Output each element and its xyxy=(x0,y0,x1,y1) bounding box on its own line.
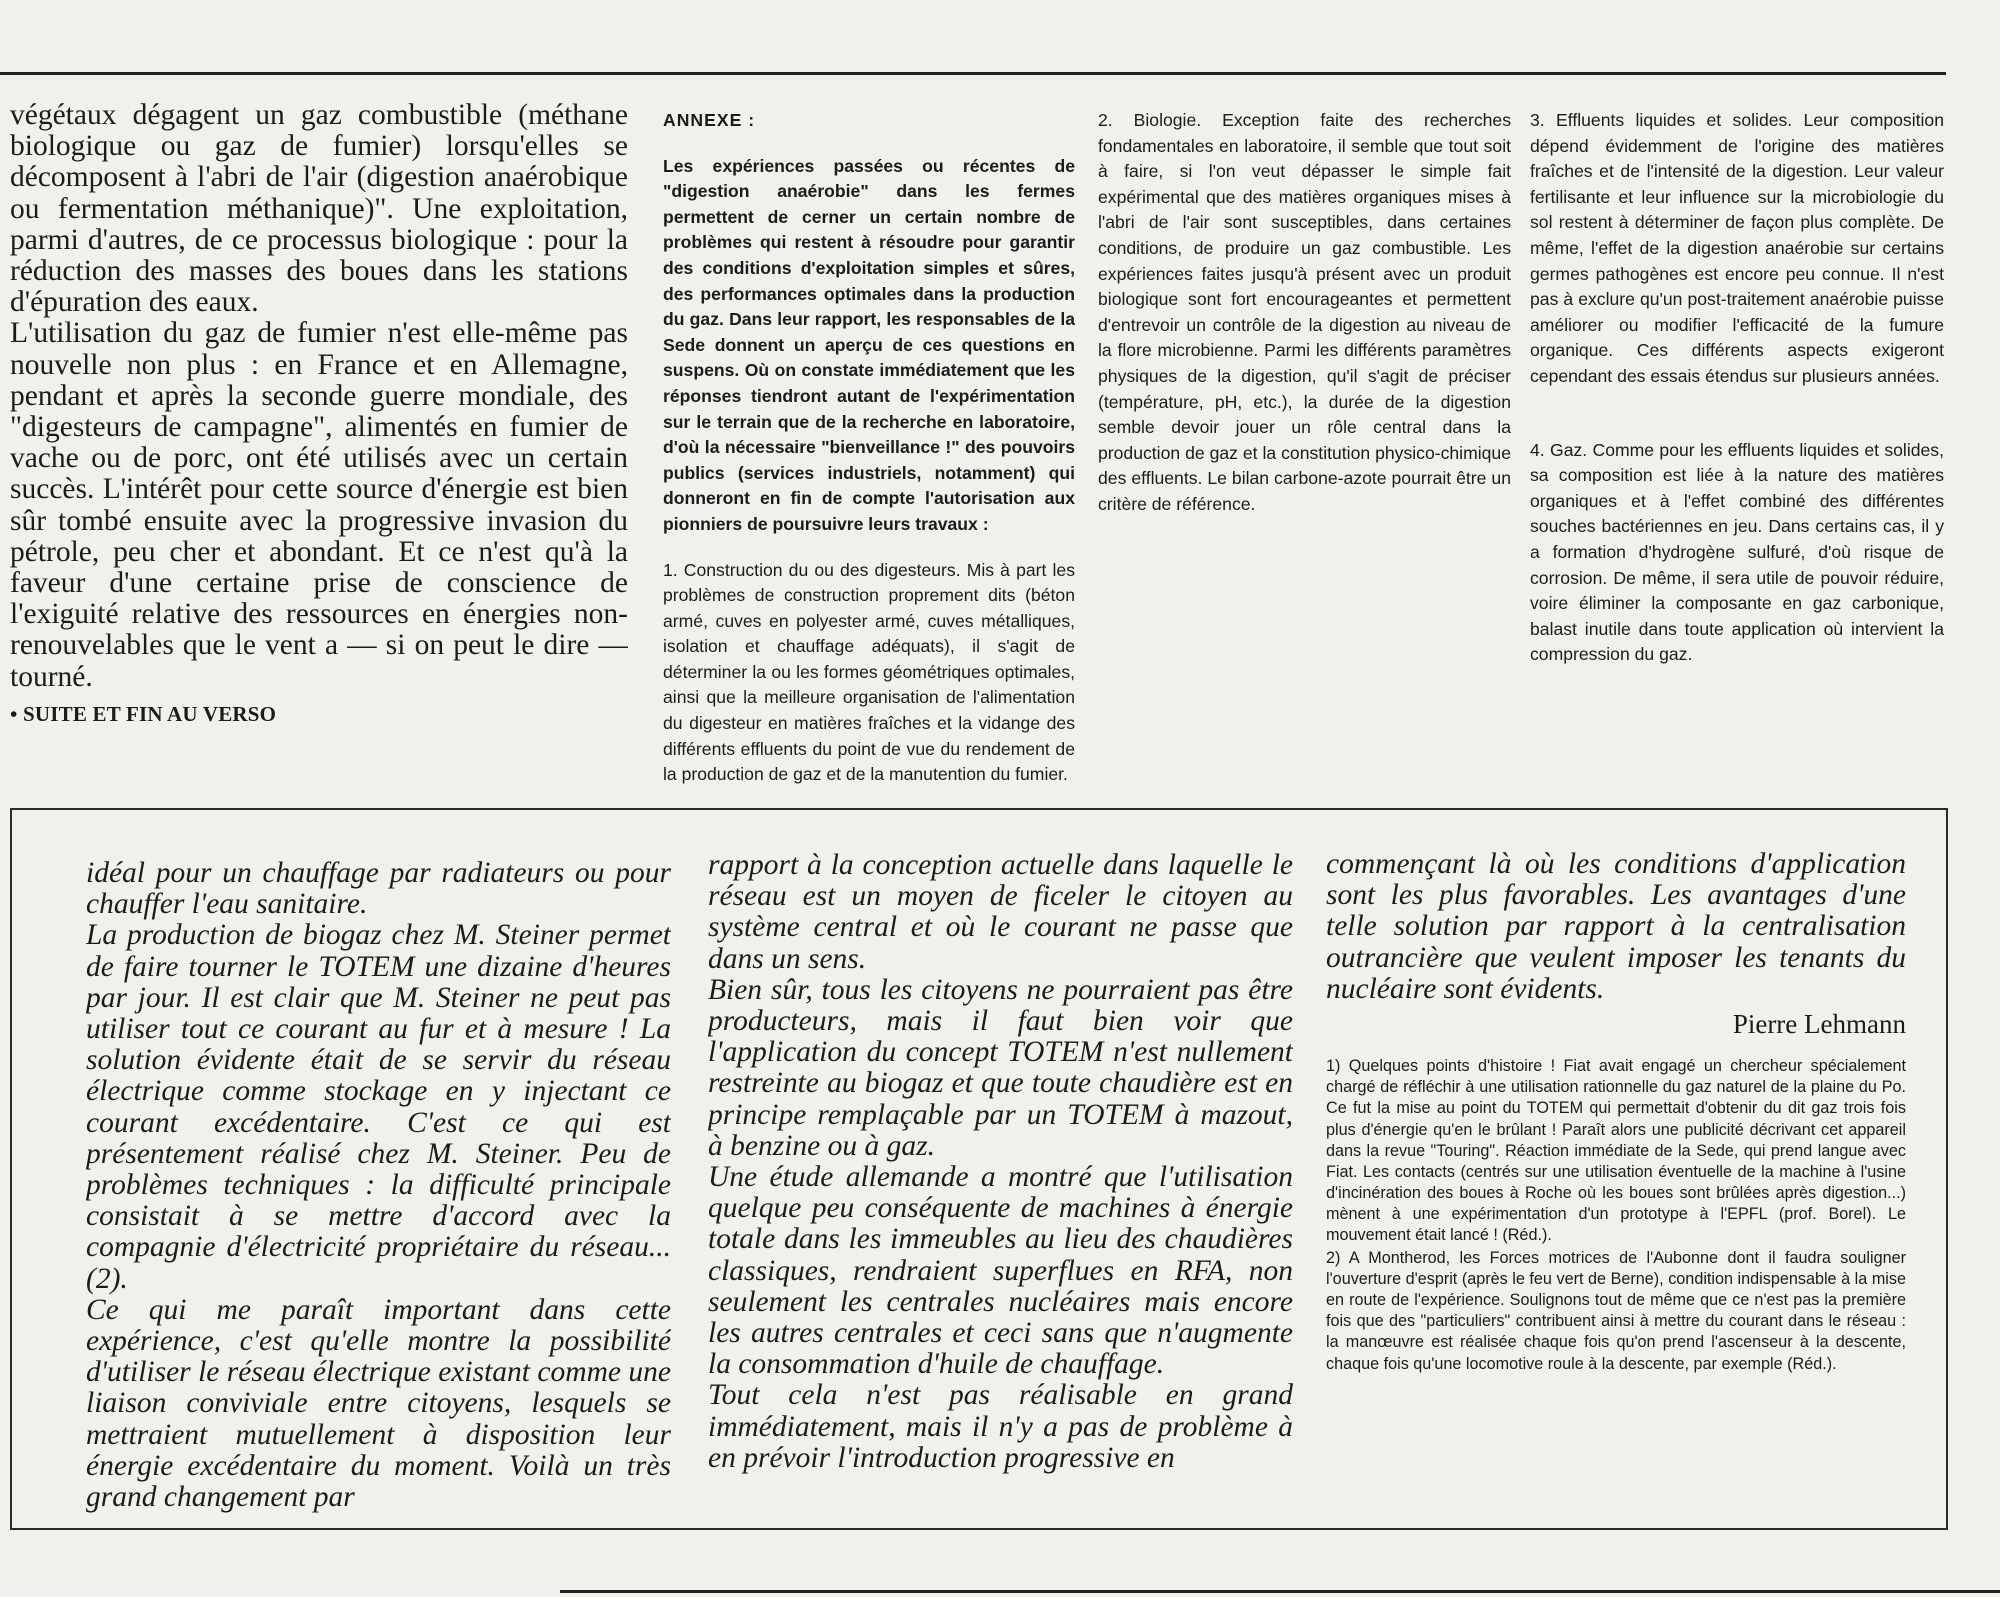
annexe-column-3 xyxy=(1530,108,1944,798)
author-signature: Pierre Lehmann xyxy=(1732,1009,1906,1040)
lower-paragraph: rapport à la conception actuelle dans laquelle le réseau est un moyen de ficeler le citoyen au système central et où le courant ne passe que dans un sens. xyxy=(708,850,1293,975)
annexe-item-3: 3. Effluents liquides et solides. Leur composition dépend évidemment de l'origine des matières fraîches et de l'intensité de la digestion. Leur valeur fertilisante et leur influence sur la microbiologie du sol restent à déterminer de façon plus complète. De même, l'effet de la digestion anaérobie sur certains germes pathogènes est encore peu connue. Il n'est pas à exclure qu'un post-traitement anaérobie puisse améliorer ou modifier l'efficacité de la fumure organique. Ces différents aspects exigeront cependant des essais étendus sur plusieurs années. xyxy=(1530,110,1944,386)
lower-paragraph: idéal pour un chauffage par radiateurs ou pour chauffer l'eau sanitaire. xyxy=(86,858,671,921)
annexe-item-2: 2. Biologie. Exception faite des recherches fondamentales en laboratoire, il semble que tout soit à faire, si l'on veut dépasser le simple fait expérimental que des matières organiques mises à l'abri de l'air sont susceptibles, dans certaines conditions, de produire un gaz combustible. Les expériences faites jusqu'à présent avec un produit biologique sont fort encourageantes et permettent d'entrevoir un contrôle de la digestion au niveau de la flore microbienne. Parmi les différents paramètres physiques de la digestion, qu'il s'agit de préciser (température, pH, etc.), la durée de la digestion semble devoir jouer un rôle central dans la production de gaz et la constitution physico-chimique des effluents. Le bilan carbone-azote pourrait être un critère de référence. xyxy=(1098,110,1511,514)
lower-column-1 xyxy=(86,858,671,1518)
annexe-item-4: 4. Gaz. Comme pour les effluents liquides et solides, sa composition est liée à la nature des matières organiques et à l'effet combiné des différentes souches bactériennes en jeu. Dans certains cas, il y a formation d'hydrogène sulfuré, d'où risque de corrosion. De même, il sera utile de pouvoir réduire, voire éliminer la composante en gaz carbonique, balast inutile dans toute application où intervient la compression du gaz. xyxy=(1530,439,1944,665)
footnote-1: 1) Quelques points d'histoire ! Fiat avait engagé un chercheur spécialement chargé de réfléchir à une utilisation rationnelle du gaz naturel de la plaine du Po. Ce fut la mise au point du TOTEM qui permettait d'obtenir du dit gaz trois fois plus d'énergie qu'en le brûlant ! Paraît alors une publicité décrivant cet appareil dans la revue "Touring". Réaction immédiate de la Sede, qui prend langue avec Fiat. Les contacts (centrés sur une utilisation éventuelle de la machine à l'usine d'incinération des boues à Roche où les boues sont brûlées après digestion...) mènent à une expérimentation d'un prototype à l'EPFL (prof. Borel). Le mouvement était lancé ! (Réd.). xyxy=(1326,1057,1906,1244)
annexe-column-2 xyxy=(1098,108,1511,798)
lower-paragraph: Tout cela n'est pas réalisable en grand immédiatement, mais il n'y a pas de problème à en prévoir l'introduction progressive en xyxy=(708,1379,1293,1474)
lower-paragraph: commençant là où les conditions d'application sont les plus favorables. Les avantages d'une telle solution par rapport à la centralisation outrancière que veulent imposer les tenants du nucléaire sont évidents. xyxy=(1326,849,1906,1005)
annexe-intro: Les expériences passées ou récentes de "digestion anaérobie" dans les fermes permettent de cerner un certain nombre de problèmes qui restent à résoudre pour garantir des conditions d'exploitation simples et sûres, des performances optimales dans la production du gaz. Dans leur rapport, les responsables de la Sede donnent un aperçu de ces questions en suspens. Où on constate immédiatement que les réponses tiendront autant de l'expérimentation sur le terrain que de la recherche en laboratoire, d'où la nécessaire "bienveillance !" des pouvoirs publics (services industriels, notamment) qui donneront en fin de compte l'autorisation aux pionniers de poursuivre leurs travaux : xyxy=(663,155,1075,534)
article-column-1 xyxy=(10,100,628,790)
top-rule xyxy=(0,72,1946,75)
lower-paragraph: Bien sûr, tous les citoyens ne pourraient pas être producteurs, mais il faut bien voir que l'application du concept TOTEM n'est nullement restreinte au biogaz et que toute chaudière est en principe remplaçable par un TOTEM à mazout, à benzine ou à gaz. xyxy=(708,973,1293,1162)
continued-note: • SUITE ET FIN AU VERSO xyxy=(10,701,277,726)
article-paragraph: L'utilisation du gaz de fumier n'est elle-même pas nouvelle non plus : en France et en Allemagne, pendant et après la seconde guerre mondiale, des "digesteurs de campagne", alimentés en fumier de vache ou de porc, ont été utilisés avec un certain succès. L'intérêt pour cette source d'énergie est bien sûr tombé ensuite avec la progressive invasion du pétrole, peu cher et abondant. Et ce n'est qu'à la faveur d'une certaine prise de conscience de l'exiguité relative des ressources en énergies non-renouvelables que le vent a — si on peut le dire — tourné. xyxy=(10,317,628,693)
lower-paragraph: La production de biogaz chez M. Steiner permet de faire tourner le TOTEM une dizaine d'heures par jour. Il est clair que M. Steiner ne peut pas utiliser tout ce courant au fur et à mesure ! La solution évidente était de se servir du réseau électrique comme stockage en y injectant ce courant excédentaire. C'est ce qui est présentement réalisé chez M. Steiner. Peu de problèmes techniques : la difficulté principale consistait à se mettre d'accord avec la compagnie d'électricité propriétaire du réseau...(2). xyxy=(86,919,671,1295)
annexe-item-1: 1. Construction du ou des digesteurs. Mis à part les problèmes de construction proprement dits (béton armé, cuves en polyester armé, cuves métalliques, isolation et chauffage adéquats), il s'agit de déterminer la ou les formes géométriques optimales, ainsi que la meilleure organisation de l'alimentation du digesteur en matières fraîches et la vidange des différents effluents du point de vue du rendement de la production de gaz et de la manutention du fumier. xyxy=(663,559,1075,785)
lower-paragraph: Ce qui me paraît important dans cette expérience, c'est qu'elle montre la possibilité d'utiliser le réseau électrique existant comme une liaison conviviale entre citoyens, lesquels se mettraient mutuellement à disposition leur énergie excédentaire du moment. Voilà un très grand changement par xyxy=(86,1293,671,1514)
footnotes xyxy=(1326,1056,1906,1374)
annexe-column-1 xyxy=(663,108,1075,798)
footnote-2: 2) A Montherod, les Forces motrices de l'Aubonne dont il faudra souligner l'ouverture d'esprit (après le feu vert de Berne), condition indispensable à la mise en route de l'expérience. Soulignons tout de même que ce n'est pas la première fois que des "particuliers" contribuent ainsi à mettre du courant dans le réseau : la manœuvre est réalisée chaque fois qu'on prend l'ascenseur à la descente, chaque fois qu'une locomotive roule à la descente, par exemple (Réd.). xyxy=(1326,1249,1906,1373)
bottom-rule xyxy=(560,1590,2000,1593)
lower-column-3 xyxy=(1326,849,1906,1539)
lower-paragraph: Une étude allemande a montré que l'utilisation quelque peu conséquente de machines à énergie totale dans les immeubles au lieu des chaudières classiques, rendraient superflues en RFA, non seulement les centrales nucléaires mais encore les autres centrales et ceci sans que n'augmente la consommation d'huile de chauffage. xyxy=(708,1161,1293,1381)
lower-column-2 xyxy=(708,850,1293,1510)
annexe-heading: ANNEXE : xyxy=(663,110,756,130)
article-paragraph: végétaux dégagent un gaz combustible (méthane biologique ou gaz de fumier) lorsqu'elles se décomposent à l'abri de l'air (digestion anaérobique ou fermentation méthanique)". Une exploitation, parmi d'autres, de ce processus biologique : pour la réduction des masses des boues dans les stations d'épuration des eaux. xyxy=(10,100,628,319)
